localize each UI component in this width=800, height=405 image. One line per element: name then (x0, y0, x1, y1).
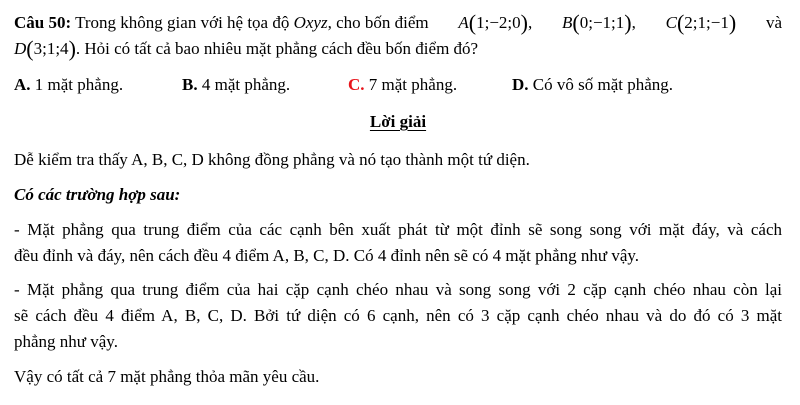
choice-c-text: 7 mặt phẳng. (364, 75, 458, 94)
solution-paragraph-1: Dễ kiểm tra thấy A, B, C, D không đồng phẳng và nó tạo thành một tứ diện. (14, 150, 530, 169)
point-c-coords: 2;1;−1 (684, 13, 729, 32)
solution-title: Lời giải (369, 112, 427, 131)
choice-b-text: 4 mặt phẳng. (197, 75, 291, 94)
coordinate-system: Oxyz (293, 13, 328, 32)
choice-c (348, 75, 457, 95)
solution-paragraph-case-1 (14, 217, 782, 269)
solution-conclusion: Vậy có tất cả 7 mặt phẳng thỏa mãn yêu cầu. (14, 367, 320, 386)
choice-b-letter: B. (182, 75, 198, 94)
solution-paragraph-case-2 (14, 277, 782, 355)
choice-a-text: 1 mặt phẳng. (30, 75, 124, 94)
point-b-coords: 0;−1;1 (579, 13, 625, 32)
case-2-line-1: - Mặt phẳng qua trung điểm của hai cặp cạnh chéo nhau và song song với 2 cặp cạnh chéo nhau còn lại (14, 280, 782, 299)
point-b: B(0;−1;1), (562, 10, 636, 35)
point-d-coords: 3;1;4 (33, 39, 69, 58)
solution-cases-heading: Có các trường hợp sau: (14, 185, 181, 204)
question-text-mid: , cho bốn điểm (327, 13, 429, 32)
choice-d-text: Có vô số mặt phẳng. (528, 75, 674, 94)
point-c: C(2;1;−1) (665, 10, 737, 35)
case-2-line-3: phẳng như vậy. (14, 332, 118, 351)
conjunction: và (765, 13, 782, 32)
choice-d-letter: D. (512, 75, 529, 94)
choice-a-letter: A. (14, 75, 31, 94)
choice-b (182, 75, 290, 95)
case-1-line-2: đều đỉnh và đáy, nên cách đều 4 điểm A, B, C, D. Có 4 đỉnh nên sẽ có 4 mặt phẳng như vậy. (14, 246, 640, 265)
point-a-coords: 1;−2;0 (476, 13, 521, 32)
choice-c-letter: C. (348, 75, 365, 94)
question-stem-part-1 (14, 10, 429, 36)
question-line-1 (14, 10, 782, 36)
question-text-end: . Hỏi có tất cả bao nhiêu mặt phẳng cách đều bốn điểm đó? (75, 39, 479, 58)
solution-heading (14, 112, 782, 136)
case-1-line-1: - Mặt phẳng qua trung điểm của các cạnh bên xuất phát từ một đỉnh sẽ song song với mặt đáy, và cách (14, 220, 782, 239)
question-text-prefix: Trong không gian với hệ tọa độ (75, 13, 290, 32)
answer-choices (14, 75, 782, 101)
choice-d (512, 75, 673, 95)
question-line-2 (14, 36, 782, 62)
point-d: D(3;1;4) (14, 36, 76, 61)
question-label: Câu 50: (14, 13, 72, 32)
choice-a (14, 75, 123, 95)
point-a: A(1;−2;0), (458, 10, 533, 35)
case-2-line-2: sẽ cách đều 4 điểm A, B, C, D. Bởi tứ diện có 6 cạnh, nên có 3 cặp cạnh chéo nhau và do đó có 3 mặt (14, 306, 782, 325)
